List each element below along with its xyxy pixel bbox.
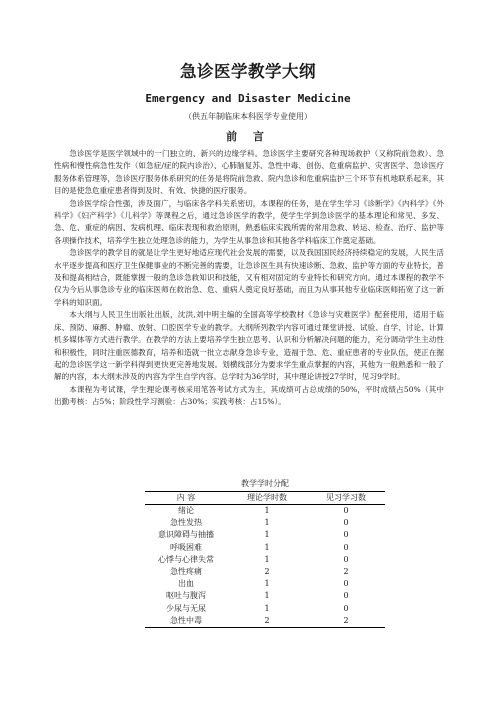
table-row — [145, 554, 385, 566]
table-row — [145, 566, 385, 578]
paragraph: 急诊医学是医学领域中的一门独立的、新兴的边缘学科。急诊医学主要研究各种现场救护（又称院前急救）、急性病和慢性病急性发作（如急症/症的院内诊治）、心肺脑复苏、急性中毒、创伤、危重病监护、灾害医学、急诊医疗服务体系管理等，急诊医疗服务体系研究的任务是将院前急救、院内急诊和危重病监护三个环节有机地联系起来，其目的是使急危重症患者得到及时、有效、快捷的医疗服务。 — [54, 149, 444, 196]
table-row — [145, 615, 385, 628]
cell-theory: 1 — [264, 579, 270, 589]
table-row — [145, 590, 385, 602]
cell-theory: 1 — [264, 542, 270, 552]
table-row — [145, 517, 385, 529]
cell-topic: 心悸与心律失常 — [158, 554, 214, 564]
paragraph: 急诊医学综合性强，涉及面广，与临床各学科关系密切，本课程的任务，是在学生学习《诊断学》《内科学》《外科学》《妇产科学》《儿科学》等课程之后，通过急诊医学的教学，使学生学到急诊医学的基本理论和常见、多发、急、危、重症的病因、发病机理、临床表现和救治原则，熟悉临床实践所需的常用急救、转运、检查、治疗、监护等各项操作技术，培养学生独立处理急诊的能力，为学生从事急诊和其他各学科临床工作奠定基础。 — [54, 198, 444, 245]
cell-practice: 0 — [343, 591, 349, 601]
hours-table-section — [145, 478, 385, 628]
table-header-row — [145, 492, 385, 505]
header-content: 内 容 — [145, 492, 227, 505]
cell-topic: 绪论 — [178, 506, 194, 515]
header-theory-hours: 理论学时数 — [227, 492, 307, 505]
cell-topic: 急性发热 — [170, 518, 202, 528]
cell-practice: 0 — [343, 518, 349, 528]
cell-practice: 0 — [343, 579, 349, 589]
audience-note: （供五年制临床本科医学专业使用） — [184, 112, 312, 121]
cell-theory: 2 — [264, 567, 270, 577]
cell-theory: 1 — [264, 530, 270, 540]
cell-topic: 意识障碍与抽搐 — [158, 530, 214, 540]
cell-topic: 呼吸困难 — [170, 542, 202, 552]
cell-practice: 0 — [343, 554, 349, 564]
cell-topic: 呕吐与腹泻 — [166, 591, 206, 601]
cell-topic: 出血 — [178, 579, 194, 589]
paragraph: 急诊医学的教学目的就是让学生更好地适应现代社会发展的需要，以及我国国民经济持续稳定的发展，人民生活水平逐步提高和医疗卫生保健事业的不断完善的需要，让急诊医生具有快速诊断、急救、监护等方面的专业特长，普及和提高相结合，既能掌握一般的急诊急救知识和技能，又有相对固定的专业特长和研究方向。通过本课程的教学不仅为今后从事急诊专业的临床医师在救治急、危、重病人奠定良好基础，而且为从事其他专业临床医师拓宽了这一新学科的知识面。 — [54, 248, 444, 307]
page-title: 急诊医学教学大纲 — [180, 62, 316, 81]
cell-theory: 1 — [264, 506, 270, 515]
cell-practice: 2 — [307, 615, 385, 628]
cell-theory: 1 — [264, 518, 270, 528]
cell-topic: 少尿与无尿 — [166, 603, 206, 613]
cell-topic: 急性疼痛 — [170, 567, 202, 577]
cell-theory: 1 — [264, 603, 270, 613]
table-row — [145, 529, 385, 541]
table-caption: 教学学时分配 — [241, 479, 289, 488]
cell-practice: 0 — [343, 530, 349, 540]
cell-topic: 急性中毒 — [145, 615, 227, 628]
paragraph: 本课程为考试课，学生理论课考核采用笔答考试方式为主，其成绩可占总成绩的50%，平时成绩占50%（其中出勤考核：占5%；阶段性学习测验：占30%；实践考核：占15%）。 — [54, 384, 444, 407]
preface-body — [54, 148, 444, 409]
section-heading: 前 言 — [226, 130, 270, 143]
cell-practice: 0 — [343, 603, 349, 613]
header-practice-hours: 见习学习数 — [307, 492, 385, 505]
table-row — [145, 603, 385, 615]
table-row — [145, 542, 385, 554]
cell-theory: 1 — [264, 591, 270, 601]
english-subtitle: Emergency and Disaster Medicine — [145, 92, 351, 105]
cell-practice: 2 — [343, 567, 349, 577]
paragraph: 本大纲与人民卫生出版社出版，沈洪,刘中明主编的全国高等学校教材《急诊与灾难医学》配套使用，适用于临床、预防、麻醉、肿瘤、放射、口腔医学专业的教学。大纲所列教学内容可通过课堂讲授、试验、自学、讨论、计算机多媒体等方式进行教学。在教学的方法上要培养学生独立思考、认识和分析解决问题的能力，充分调动学生主动性和积极性，同时注重医德教育，培养和造就一批立志献身急诊专业，造福于急、危、重症患者的专业队伍，使正在掘起的急诊医学这一新学科得到更快更完善地发展。划横线部分为要求学生重点掌握的内容，其他为一般熟悉和一般了解的内容，本大纲未涉及的内容为学生自学内容。总学时为36学时，其中理论讲授27学时，见习9学时。 — [54, 310, 444, 382]
table-row — [145, 578, 385, 590]
cell-practice: 0 — [343, 542, 349, 552]
cell-theory: 1 — [264, 554, 270, 564]
hours-table — [145, 491, 385, 628]
cell-theory: 2 — [227, 615, 307, 628]
cell-practice: 0 — [343, 506, 349, 515]
table-row — [145, 505, 385, 518]
